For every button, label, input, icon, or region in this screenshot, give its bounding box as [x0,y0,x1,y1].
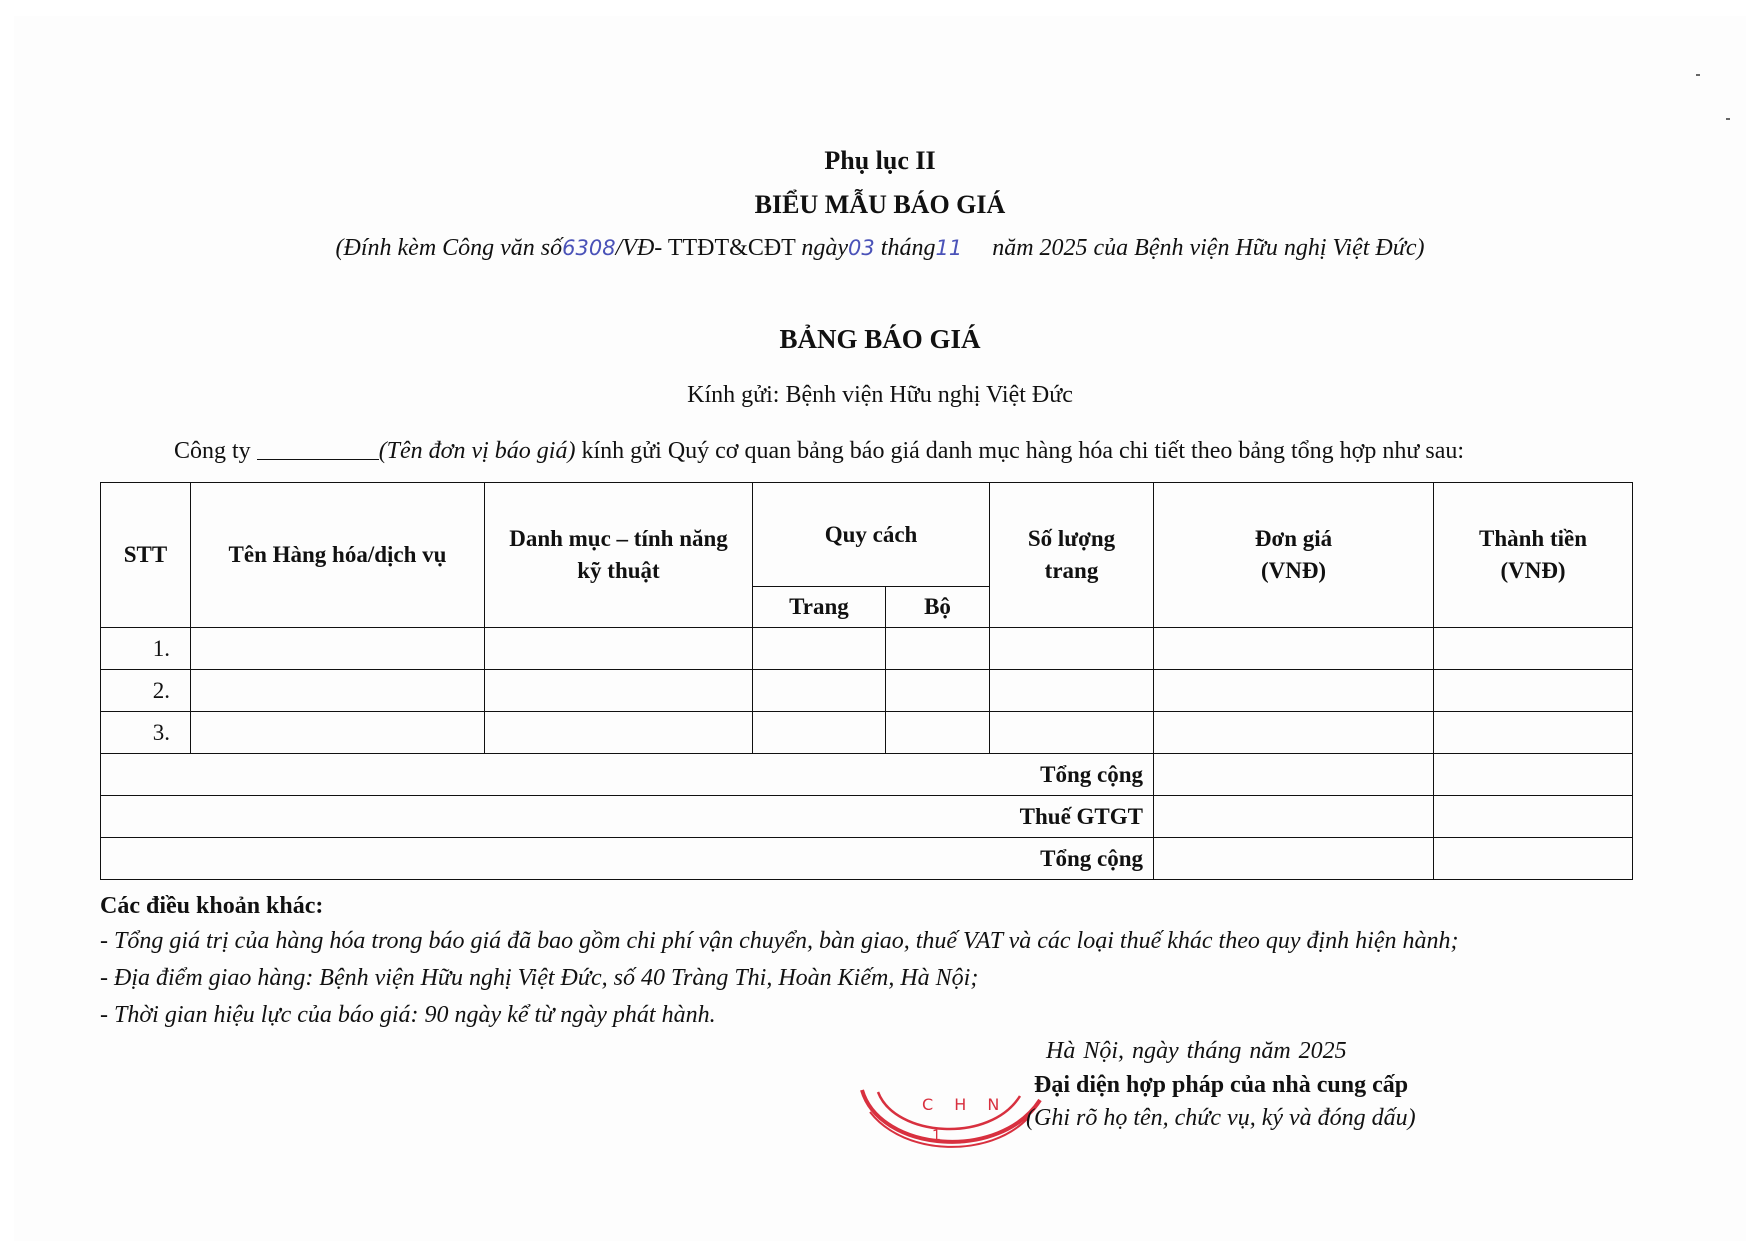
scan-speck [1726,118,1730,120]
handwritten-month: 11 [935,236,963,260]
handwritten-doc-number: 6308 [562,236,616,260]
svg-text:C H N: C H N [922,1095,1008,1114]
company-name-blank[interactable] [257,439,379,460]
cell-total[interactable] [1434,754,1633,796]
summary-row-subtotal [101,754,1633,796]
signature-instruction: (Ghi rõ họ tên, chức vụ, ký và đóng dấu) [1026,1105,1416,1131]
intro-prefix: Công ty [174,438,257,464]
header-total: Thành tiền (VNĐ) [1434,483,1633,628]
attach-unit: TTĐT&CĐT [662,235,802,261]
header-spec-page: Trang [753,587,886,628]
table-row [101,670,1633,712]
cell-unit-price[interactable] [1154,754,1434,796]
cell-spec-page[interactable] [753,712,886,754]
cell-total[interactable] [1434,796,1633,838]
cell-spec-page[interactable] [753,670,886,712]
handwritten-day: 03 [848,236,875,260]
table-row [101,628,1633,670]
term-item: - Thời gian hiệu lực của báo giá: 90 ngày kể từ ngày phát hành. [100,1002,716,1028]
header-unit-price: Đơn giá (VNĐ) [1154,483,1434,628]
terms-heading: Các điều khoản khác: [100,893,324,919]
cell-total[interactable] [1434,712,1633,754]
quotation-table [100,482,1633,880]
cell-total[interactable] [1434,628,1633,670]
summary-label: Tổng cộng [101,754,1154,796]
cell-total[interactable] [1434,838,1633,880]
cell-item-name[interactable] [191,628,485,670]
attach-code: /VĐ- [615,235,663,261]
red-seal-stamp [850,1082,1050,1162]
header-spec-set: Bộ [886,587,990,628]
header-item-name: Tên Hàng hóa/dịch vụ [191,483,485,628]
cell-unit-price[interactable] [1154,712,1434,754]
header-stt: STT [101,483,191,628]
term-item: - Tổng giá trị của hàng hóa trong báo giá đã bao gồm chi phí vận chuyển, bàn giao, thuế VAT và các loại thuế khác theo quy định hiện hành; [100,928,1459,954]
cell-quantity[interactable] [990,670,1154,712]
cell-spec-set[interactable] [886,712,990,754]
row-stt: 2. [101,670,191,712]
summary-row-vat [101,796,1633,838]
place-date-line: Hà Nội, ngày tháng năm 2025 [1046,1038,1347,1064]
header-specification: Quy cách [753,483,990,587]
header-page-quantity: Số lượng trang [990,483,1154,628]
appendix-label: Phụ lục II [824,146,936,175]
svg-text:1: 1 [932,1128,941,1144]
table-row [101,712,1633,754]
summary-label: Thuế GTGT [101,796,1154,838]
attach-prefix: (Đính kèm Công văn số [335,235,563,261]
company-name-placeholder: (Tên đơn vị báo giá) [378,438,576,464]
form-title: BIỂU MẪU BÁO GIÁ [754,190,1006,219]
quote-table-title: BẢNG BÁO GIÁ [779,324,981,354]
cell-category[interactable] [485,628,753,670]
cell-unit-price[interactable] [1154,628,1434,670]
signatory-title: Đại diện hợp pháp của nhà cung cấp [1034,1072,1409,1098]
summary-label: Tổng cộng [101,838,1154,880]
cell-category[interactable] [485,712,753,754]
cell-spec-set[interactable] [886,628,990,670]
cell-spec-page[interactable] [753,628,886,670]
attachment-reference [0,235,1760,262]
cell-item-name[interactable] [191,712,485,754]
cell-unit-price[interactable] [1154,838,1434,880]
cell-category[interactable] [485,670,753,712]
cell-quantity[interactable] [990,712,1154,754]
cell-quantity[interactable] [990,628,1154,670]
intro-suffix: kính gửi Quý cơ quan bảng báo giá danh mục hàng hóa chi tiết theo bảng tổng hợp như sau: [575,438,1465,464]
term-item: - Địa điểm giao hàng: Bệnh viện Hữu nghị Việt Đức, số 40 Tràng Thi, Hoàn Kiếm, Hà Nội; [100,965,979,991]
header-category: Danh mục – tính năng kỹ thuật [485,483,753,628]
cell-item-name[interactable] [191,670,485,712]
row-stt: 1. [101,628,191,670]
attach-day-label: ngày [801,235,849,261]
scan-speck [1696,74,1700,76]
row-stt: 3. [101,712,191,754]
cell-unit-price[interactable] [1154,670,1434,712]
intro-paragraph [174,438,1464,465]
cell-total[interactable] [1434,670,1633,712]
attach-suffix: năm 2025 của Bệnh viện Hữu nghị Việt Đức) [992,235,1425,261]
cell-unit-price[interactable] [1154,796,1434,838]
cell-spec-set[interactable] [886,670,990,712]
attach-month-label: tháng [874,235,936,261]
recipient-line: Kính gửi: Bệnh viện Hữu nghị Việt Đức [687,382,1073,408]
summary-row-grand-total [101,838,1633,880]
